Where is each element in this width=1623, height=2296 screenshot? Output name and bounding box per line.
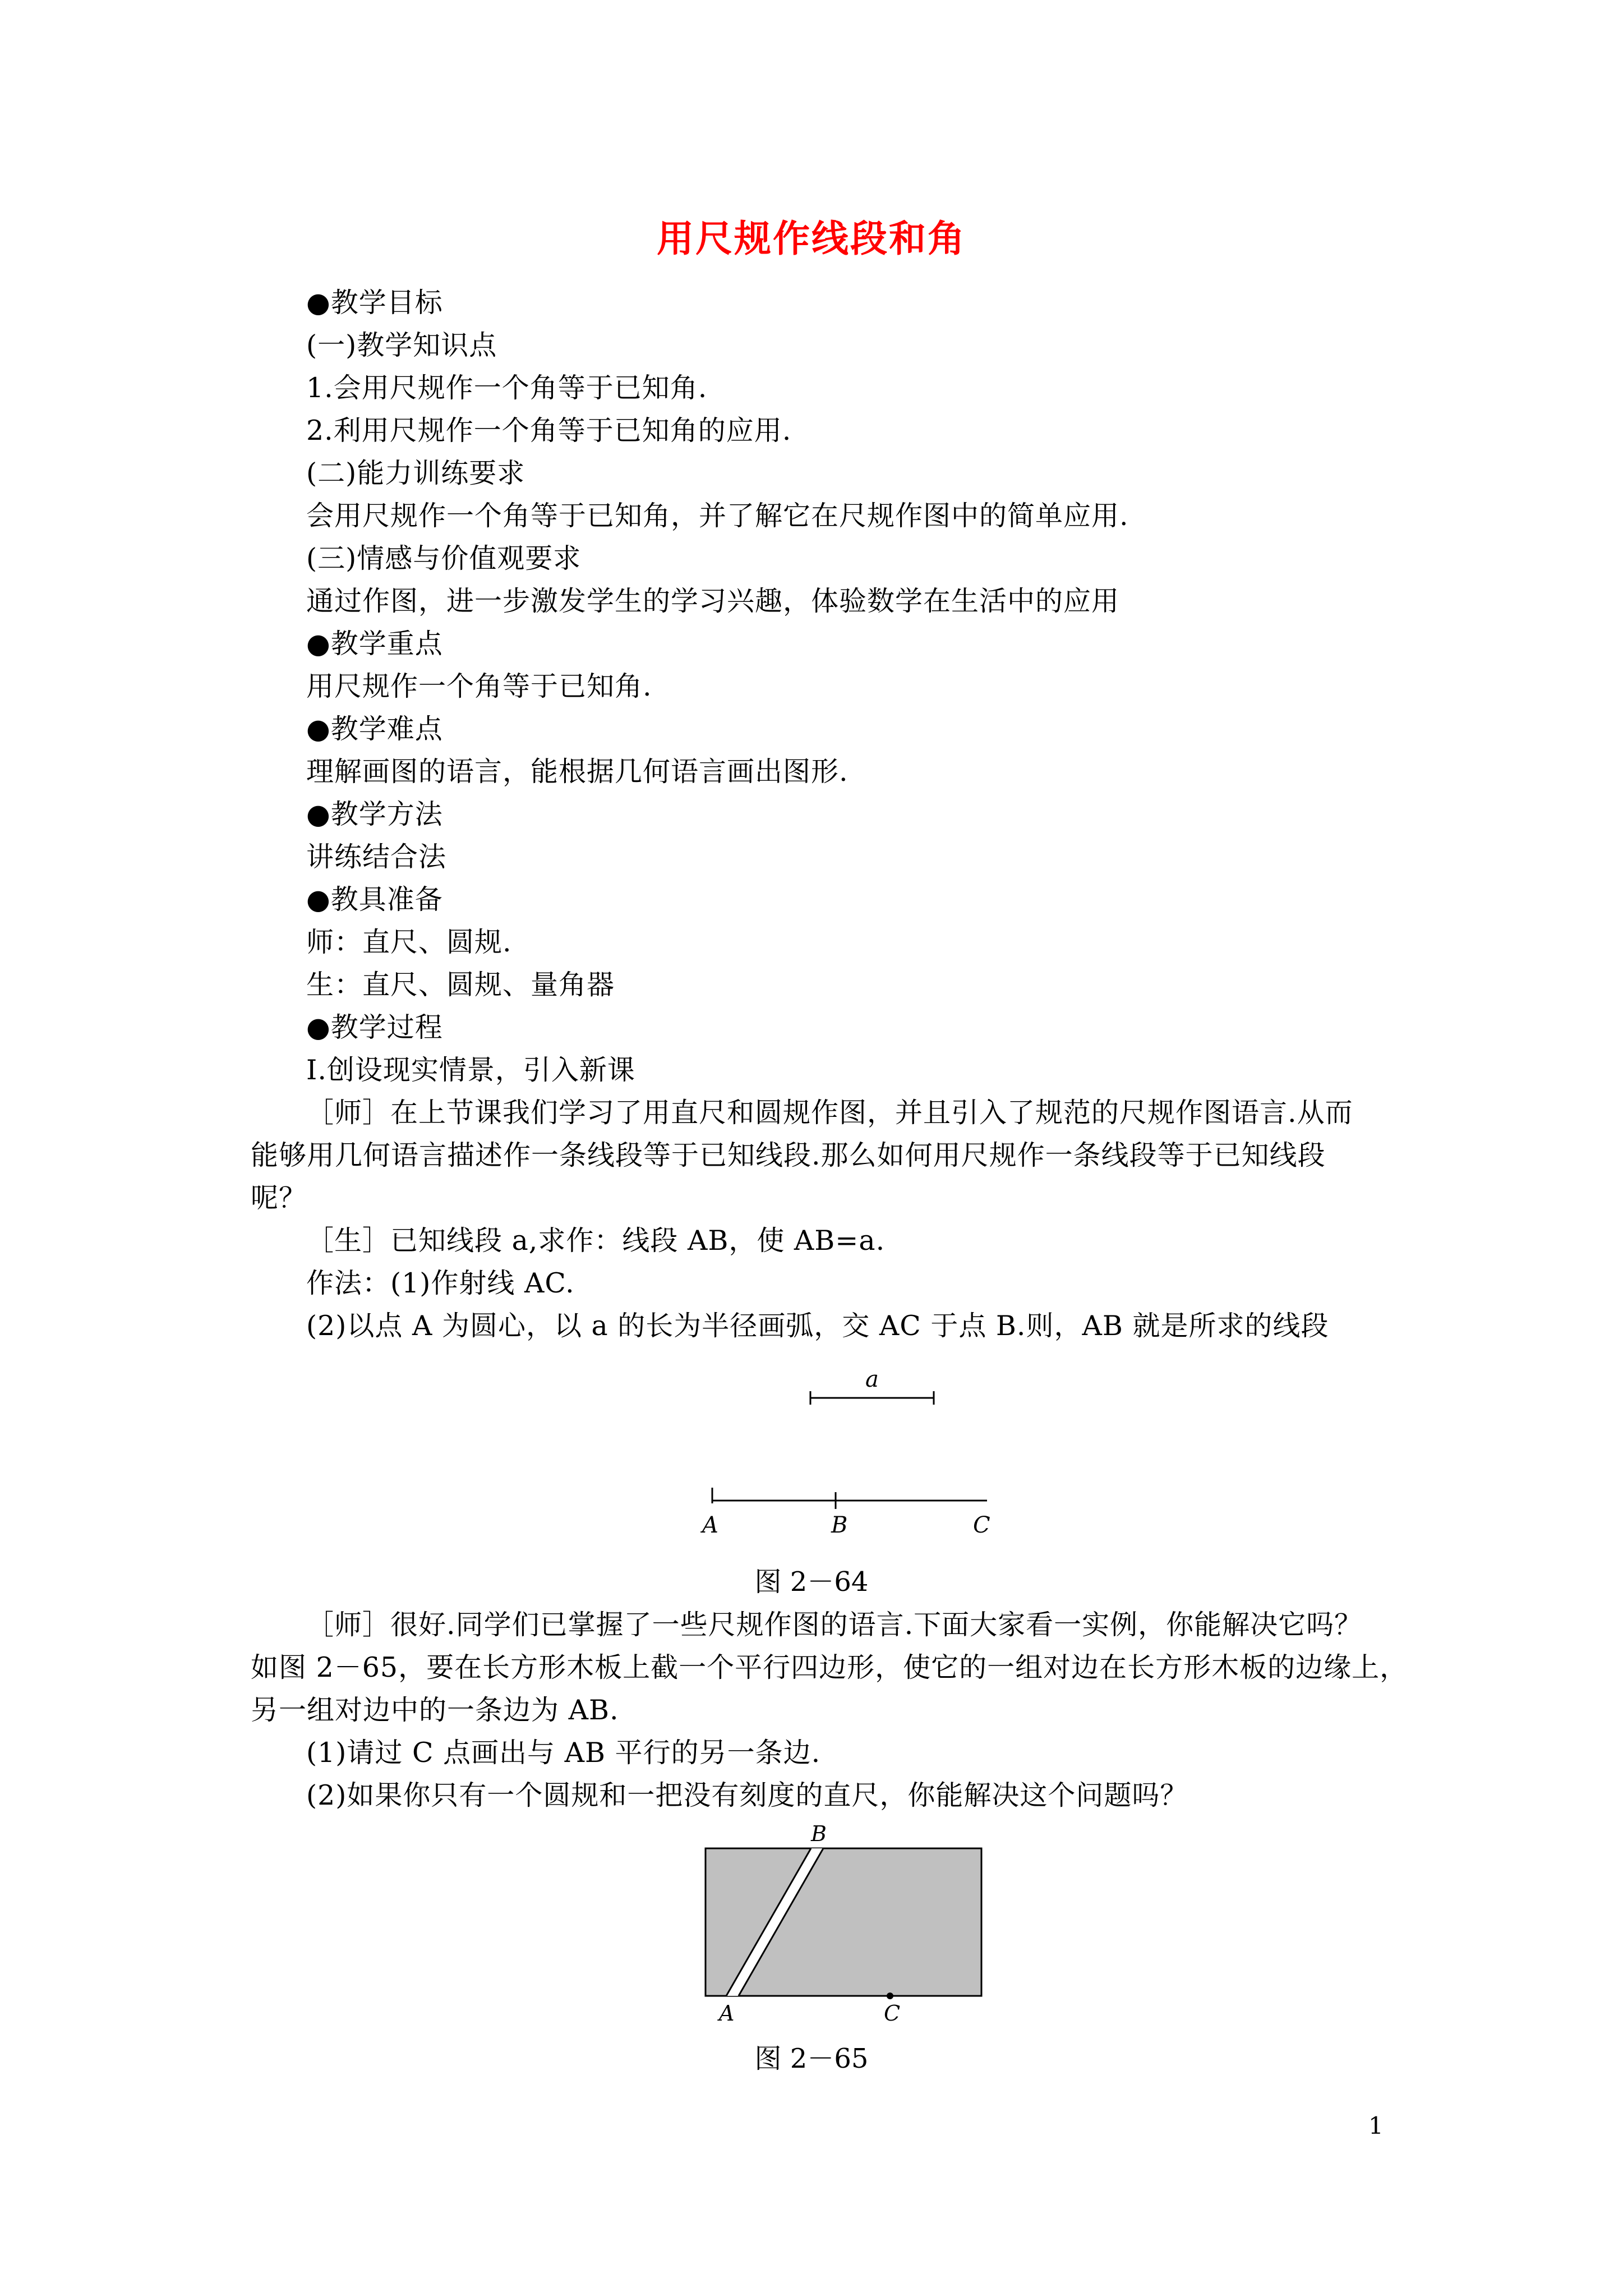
figure-2-64 <box>673 1358 1066 1548</box>
text-line: 理解画图的语言，能根据几何语言画出图形. <box>306 756 849 788</box>
text-line: (一)教学知识点 <box>306 329 497 361</box>
label-point-b: B <box>811 1821 827 1846</box>
text-line: 另一组对边中的一条边为 AB. <box>251 1694 619 1726</box>
label-point-c: C <box>973 1512 990 1538</box>
text-line: 师：直尺、圆规. <box>306 926 512 958</box>
text-line: (2)以点 A 为圆心，以 a 的长为半径画弧，交 AC 于点 B.则，AB 就是所求的线段 <box>306 1310 1329 1342</box>
text-line: 会用尺规作一个角等于已知角，并了解它在尺规作图中的简单应用. <box>306 500 1129 532</box>
text-line: Ⅰ.创设现实情景，引入新课 <box>306 1054 635 1086</box>
label-a: a <box>865 1366 879 1392</box>
text-line: ●教学目标 <box>306 287 443 319</box>
text-line: 呢？ <box>251 1182 307 1214</box>
text-line: 1.会用尺规作一个角等于已知角. <box>306 372 708 404</box>
text-line: 能够用几何语言描述作一条线段等于已知线段.那么如何用尺规作一条线段等于已知线段 <box>251 1139 1326 1171</box>
text-line: 生：直尺、圆规、量角器 <box>306 969 615 1001</box>
text-line: 通过作图，进一步激发学生的学习兴趣，体验数学在生活中的应用 <box>306 585 1120 617</box>
text-line: ●教学重点 <box>306 628 443 660</box>
text-line: ［生］已知线段 a,求作：线段 AB，使 AB=a. <box>306 1225 886 1257</box>
text-line: ●教学过程 <box>306 1011 443 1043</box>
text-line: 如图 2－65，要在长方形木板上截一个平行四边形，使它的一组对边在长方形木板的边缘上， <box>251 1651 1408 1683</box>
figure-caption: 图 2－64 <box>754 1566 869 1598</box>
figure-2-65 <box>673 1818 1009 2036</box>
text-line: ［师］在上节课我们学习了用直尺和圆规作图，并且引入了规范的尺规作图语言.从而 <box>306 1097 1353 1129</box>
label-point-b: B <box>831 1512 848 1538</box>
text-line: ［师］很好.同学们已掌握了一些尺规作图的语言.下面大家看一实例，你能解决它吗？ <box>306 1609 1363 1641</box>
text-line: ●教学难点 <box>306 713 443 745</box>
text-line: 用尺规作一个角等于已知角. <box>306 670 652 702</box>
text-line: (2)如果你只有一个圆规和一把没有刻度的直尺，你能解决这个问题吗？ <box>306 1779 1188 1811</box>
figure-caption: 图 2－65 <box>754 2043 869 2074</box>
text-line: ●教学方法 <box>306 798 443 830</box>
text-line: 讲练结合法 <box>306 841 447 873</box>
text-line: ●教具准备 <box>306 884 443 915</box>
label-point-a: A <box>702 1512 718 1538</box>
text-line: 2.利用尺规作一个角等于已知角的应用. <box>306 415 792 447</box>
text-line: 作法：(1)作射线 AC. <box>306 1267 575 1299</box>
text-line: (三)情感与价值观要求 <box>306 542 582 574</box>
page-title: 用尺规作线段和角 <box>657 217 966 260</box>
point-c <box>887 1993 893 1999</box>
text-line: (二)能力训练要求 <box>306 457 525 489</box>
page-number: 1 <box>1368 2112 1384 2139</box>
label-point-c: C <box>884 2001 901 2026</box>
label-point-a: A <box>719 2001 735 2026</box>
text-line: (1)请过 C 点画出与 AB 平行的另一条边. <box>306 1737 821 1769</box>
